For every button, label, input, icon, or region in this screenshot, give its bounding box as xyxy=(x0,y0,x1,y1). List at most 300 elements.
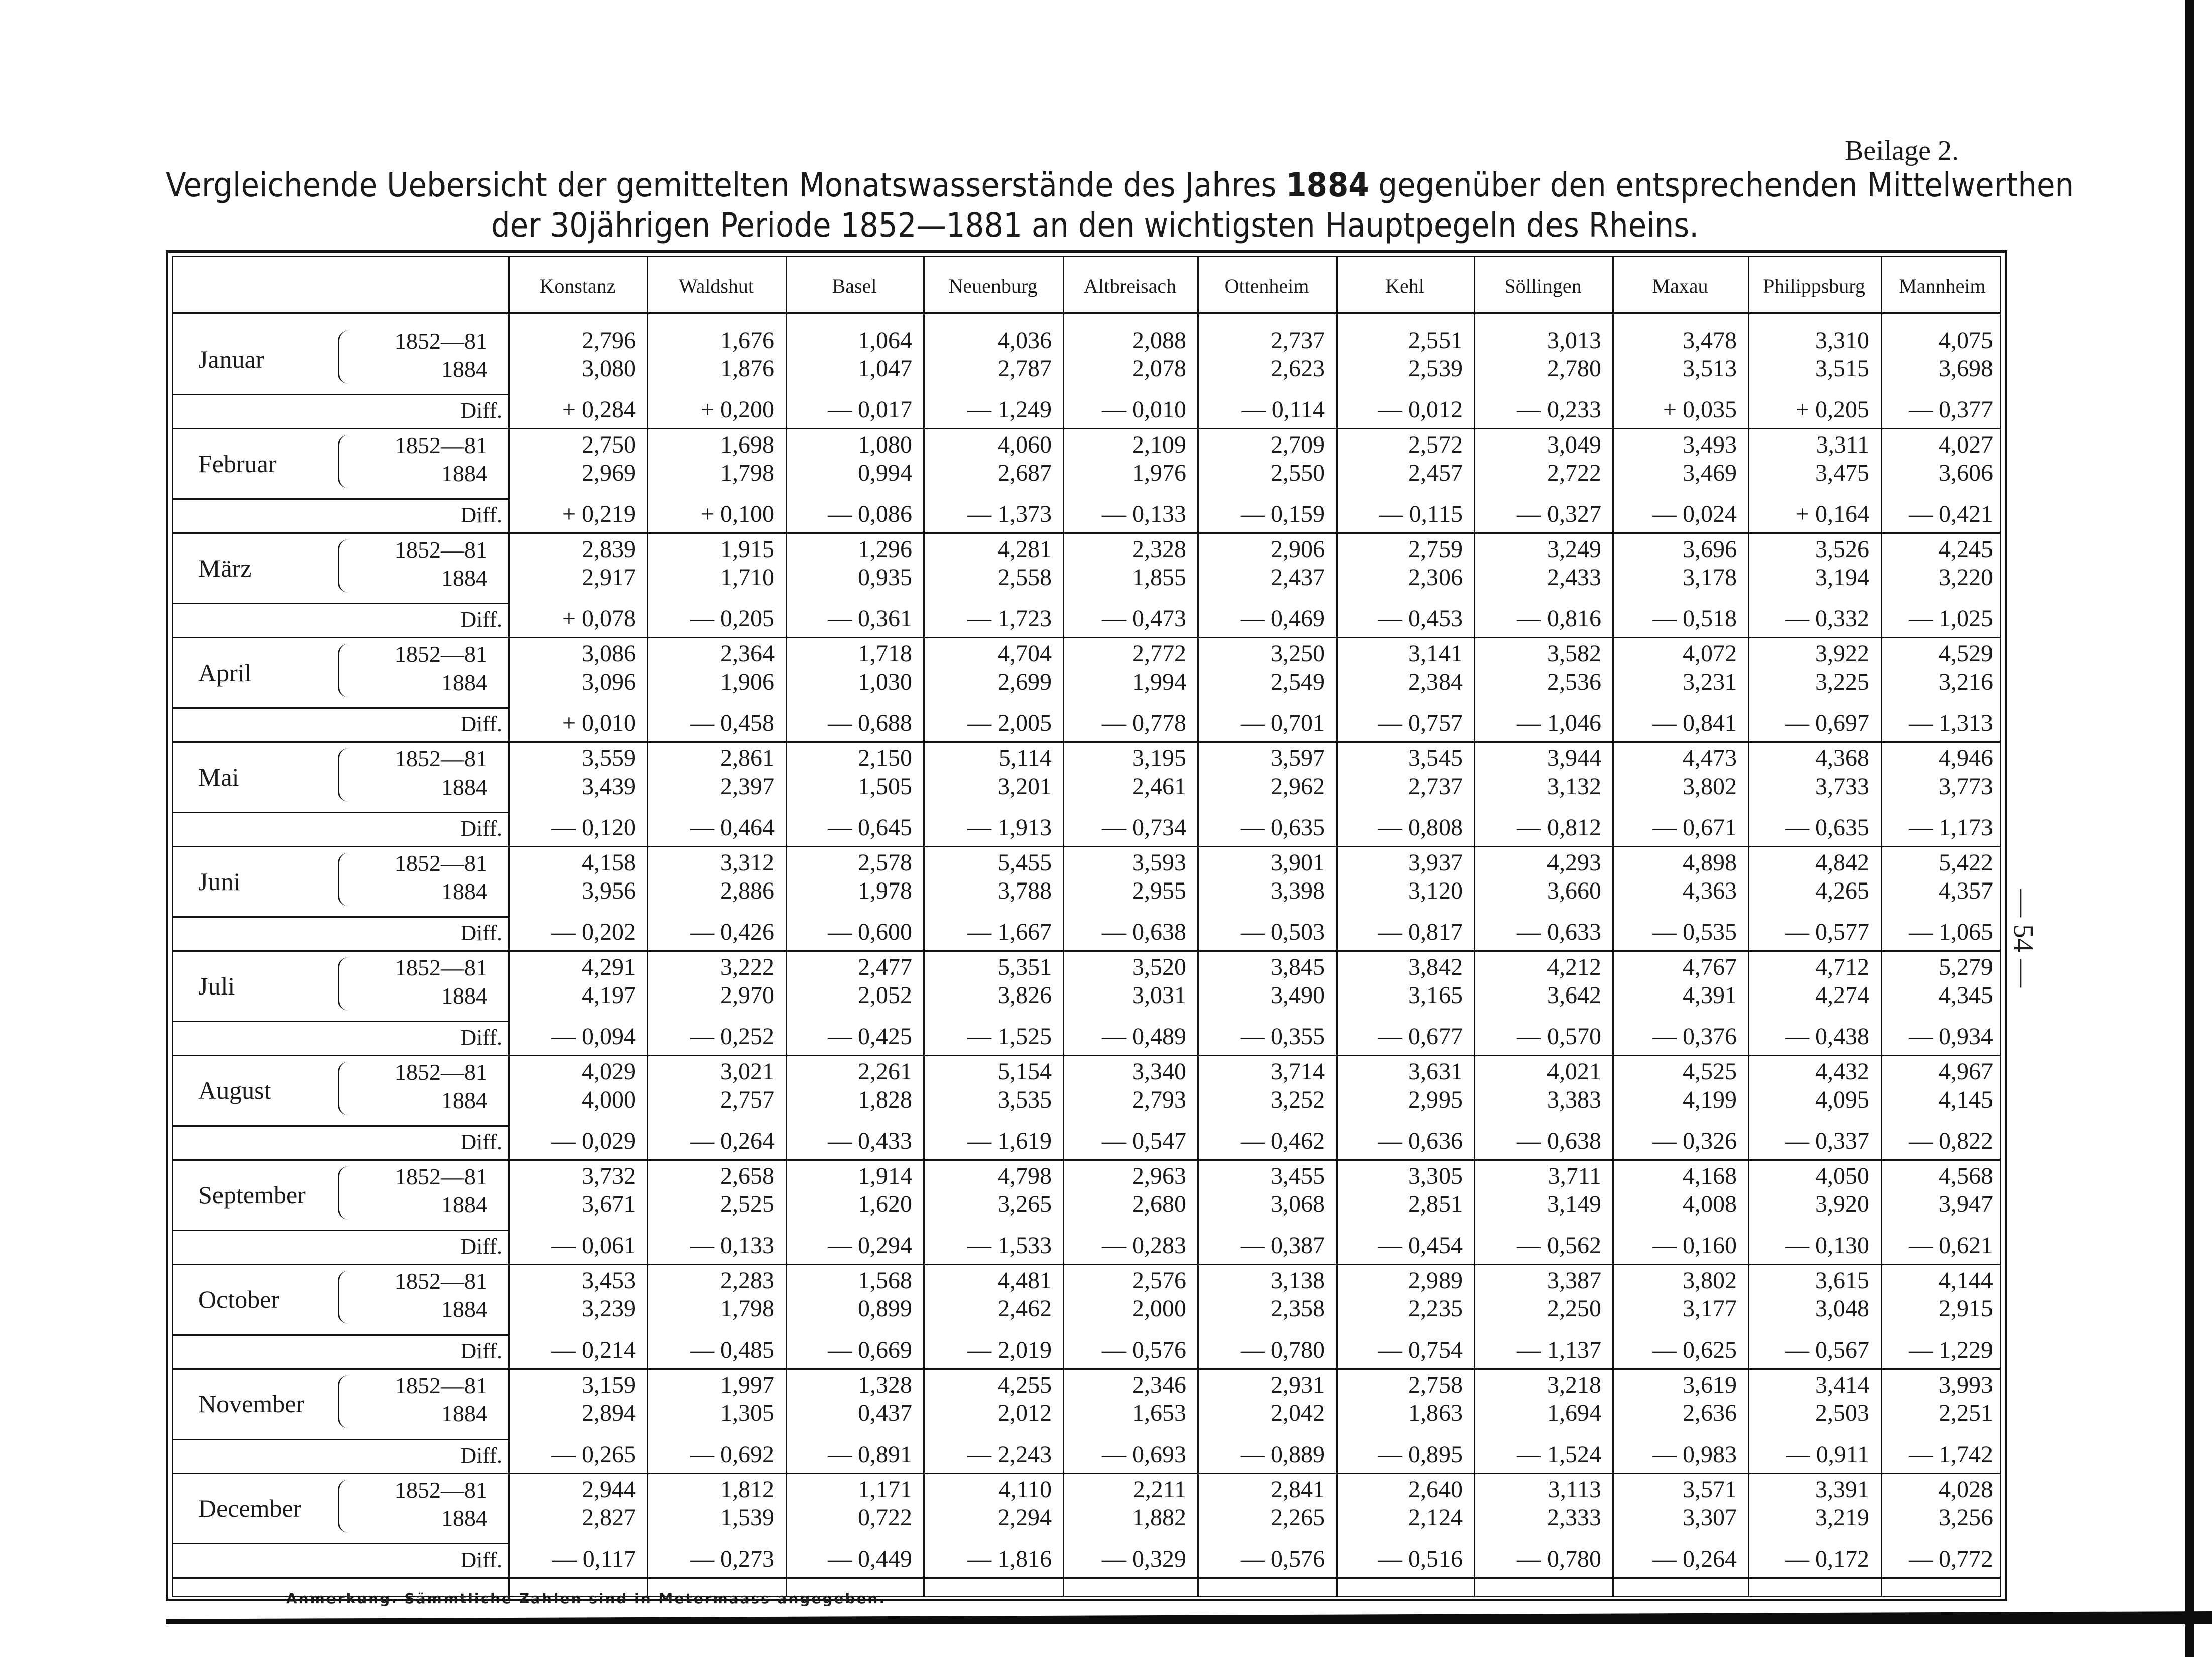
month-label: December xyxy=(198,1494,302,1522)
year-value: 2,757 xyxy=(720,1086,775,1113)
diff-value: — 0,458 xyxy=(690,710,775,736)
diff-value: — 1,525 xyxy=(967,1023,1052,1050)
diff-value: — 0,671 xyxy=(1652,814,1737,841)
year-value: 3,513 xyxy=(1683,355,1737,382)
diff-value: — 0,024 xyxy=(1652,501,1737,527)
block-separator xyxy=(172,1264,2001,1265)
diff-value: — 0,012 xyxy=(1378,396,1463,423)
year-value: 4,199 xyxy=(1683,1086,1737,1113)
column-header-waldshut: Waldshut xyxy=(678,275,754,297)
mean-value: 2,963 xyxy=(1132,1163,1186,1189)
diff-value: — 0,633 xyxy=(1517,919,1601,945)
mean-value: 3,195 xyxy=(1132,745,1186,771)
mean-value: 3,340 xyxy=(1132,1058,1186,1085)
diff-value: — 0,693 xyxy=(1102,1441,1186,1468)
mean-value: 3,937 xyxy=(1408,849,1463,876)
mean-value: 5,279 xyxy=(1939,954,1993,980)
diff-value: — 0,264 xyxy=(1652,1545,1737,1572)
year-value: 3,773 xyxy=(1939,773,1993,800)
month-label: April xyxy=(198,658,252,687)
mean-value: 3,218 xyxy=(1547,1372,1601,1398)
diff-value: — 0,117 xyxy=(552,1545,636,1572)
diff-value: — 0,934 xyxy=(1909,1023,1993,1050)
mean-value: 4,050 xyxy=(1815,1163,1869,1189)
diff-label: Diff. xyxy=(460,1130,502,1154)
year-value: 2,687 xyxy=(998,460,1052,486)
diff-value: — 0,114 xyxy=(1241,396,1325,423)
month-label: October xyxy=(198,1285,280,1313)
diff-value: — 0,780 xyxy=(1241,1337,1325,1363)
mean-value: 3,013 xyxy=(1547,327,1601,354)
diff-value: — 0,160 xyxy=(1652,1232,1737,1259)
mean-value: 3,842 xyxy=(1408,954,1463,980)
year-value: 3,194 xyxy=(1815,564,1869,591)
year-value: 2,461 xyxy=(1132,773,1186,800)
mean-value: 3,597 xyxy=(1271,745,1325,771)
row-separator xyxy=(172,1334,508,1336)
mean-value: 4,212 xyxy=(1547,954,1601,980)
mean-value: 2,572 xyxy=(1408,431,1463,458)
mean-value: 4,473 xyxy=(1683,745,1737,771)
mean-value: 3,802 xyxy=(1683,1267,1737,1294)
diff-value: — 0,010 xyxy=(1102,396,1186,423)
mean-value: 3,493 xyxy=(1683,431,1737,458)
mean-value: 4,291 xyxy=(582,954,636,980)
year-value: 3,165 xyxy=(1408,982,1463,1009)
year-value: 3,642 xyxy=(1547,982,1601,1009)
diff-value: — 2,005 xyxy=(967,710,1052,736)
mean-value: 4,168 xyxy=(1683,1163,1737,1189)
column-header-neuenburg: Neuenburg xyxy=(948,275,1038,297)
diff-value: — 0,283 xyxy=(1102,1232,1186,1259)
diff-value: — 0,911 xyxy=(1786,1441,1869,1468)
mean-value: 4,842 xyxy=(1815,849,1869,876)
diff-value: — 0,891 xyxy=(828,1441,912,1468)
year-value: 2,124 xyxy=(1408,1504,1463,1531)
mean-value: 4,712 xyxy=(1815,954,1869,980)
diff-value: — 0,449 xyxy=(828,1545,912,1572)
year-value: 2,000 xyxy=(1132,1295,1186,1322)
diff-value: — 0,273 xyxy=(690,1545,775,1572)
diff-value: — 0,701 xyxy=(1241,710,1325,736)
diff-value: — 0,692 xyxy=(690,1441,775,1468)
diff-value: — 1,816 xyxy=(967,1545,1052,1572)
mean-value: 1,718 xyxy=(858,640,912,667)
year-value: 0,722 xyxy=(858,1504,912,1531)
diff-value: — 0,645 xyxy=(828,814,912,841)
year-value: 2,737 xyxy=(1408,773,1463,800)
mean-value: 3,711 xyxy=(1547,1163,1601,1189)
title-part2: gegenüber den entsprechenden Mittelwerthen xyxy=(1369,166,2074,204)
year-value: 3,149 xyxy=(1547,1191,1601,1218)
diff-label: Diff. xyxy=(460,1443,502,1468)
diff-value: — 0,454 xyxy=(1378,1232,1463,1259)
year-value: 3,256 xyxy=(1939,1504,1993,1531)
diff-value: + 0,100 xyxy=(700,501,775,527)
row-separator xyxy=(172,1439,508,1440)
block-separator xyxy=(172,741,2001,743)
diff-value: — 1,524 xyxy=(1517,1441,1601,1468)
row-separator xyxy=(172,707,508,709)
year-value: 3,120 xyxy=(1408,877,1463,904)
diff-value: — 0,570 xyxy=(1517,1023,1601,1050)
column-header-maxau: Maxau xyxy=(1652,275,1708,297)
year-value: 2,235 xyxy=(1408,1295,1463,1322)
diff-value: + 0,284 xyxy=(562,396,636,423)
mean-value: 3,993 xyxy=(1939,1372,1993,1398)
diff-value: — 0,133 xyxy=(690,1232,775,1259)
diff-value: — 0,094 xyxy=(551,1023,636,1050)
mean-value: 2,759 xyxy=(1408,536,1463,563)
diff-value: — 0,061 xyxy=(551,1232,636,1259)
diff-value: — 0,332 xyxy=(1785,605,1869,632)
row-separator xyxy=(172,812,508,813)
mean-value: 4,432 xyxy=(1815,1058,1869,1085)
month-label: August xyxy=(198,1076,271,1104)
diff-value: — 0,202 xyxy=(551,919,636,945)
mean-value: 3,138 xyxy=(1271,1267,1325,1294)
year-value: 3,178 xyxy=(1683,564,1737,591)
mean-value: 5,422 xyxy=(1939,849,1993,876)
mean-value: 1,997 xyxy=(720,1372,775,1398)
mean-value: 2,477 xyxy=(858,954,912,980)
mean-value: 5,351 xyxy=(998,954,1052,980)
year-value: 2,915 xyxy=(1939,1295,1993,1322)
year-value: 2,525 xyxy=(720,1191,775,1218)
mean-value: 2,211 xyxy=(1133,1476,1186,1503)
mean-value: 3,901 xyxy=(1271,849,1325,876)
diff-value: — 1,249 xyxy=(967,396,1052,423)
mean-value: 3,714 xyxy=(1271,1058,1325,1085)
diff-label: Diff. xyxy=(460,921,502,945)
column-header-altbreisach: Altbreisach xyxy=(1083,275,1177,297)
block-separator xyxy=(172,950,2001,952)
mean-value: 4,293 xyxy=(1547,849,1601,876)
diff-value: — 0,172 xyxy=(1785,1545,1869,1572)
diff-value: — 0,889 xyxy=(1241,1441,1325,1468)
diff-value: — 0,214 xyxy=(551,1337,636,1363)
mean-value: 3,571 xyxy=(1683,1476,1737,1503)
year-value: 3,398 xyxy=(1271,877,1325,904)
year-value: 1,505 xyxy=(858,773,912,800)
mean-value: 2,839 xyxy=(582,536,636,563)
mean-value: 4,036 xyxy=(998,327,1052,354)
year-value: 2,722 xyxy=(1547,460,1601,486)
year-value: 3,219 xyxy=(1815,1504,1869,1531)
diff-value: — 0,115 xyxy=(1379,501,1463,527)
year-label: 1884 xyxy=(441,983,487,1009)
year-value: 3,515 xyxy=(1815,355,1869,382)
mean-value: 3,086 xyxy=(582,640,636,667)
year-value: 2,894 xyxy=(582,1400,636,1426)
mean-value: 4,368 xyxy=(1815,745,1869,771)
year-value: 2,699 xyxy=(998,669,1052,695)
mean-value: 4,110 xyxy=(998,1476,1052,1503)
mean-value: 3,222 xyxy=(720,954,775,980)
mean-value: 2,906 xyxy=(1271,536,1325,563)
diff-value: — 0,778 xyxy=(1102,710,1186,736)
year-value: 2,265 xyxy=(1271,1504,1325,1531)
diff-value: — 0,621 xyxy=(1909,1232,1993,1259)
mean-value: 4,767 xyxy=(1683,954,1737,980)
diff-value: — 0,841 xyxy=(1652,710,1737,736)
year-value: 3,239 xyxy=(582,1295,636,1322)
mean-value: 3,310 xyxy=(1815,327,1869,354)
mean-value: 3,455 xyxy=(1271,1163,1325,1189)
diff-value: — 0,329 xyxy=(1102,1545,1186,1572)
year-value: 2,052 xyxy=(858,982,912,1009)
column-header-basel: Basel xyxy=(832,275,877,297)
row-separator xyxy=(172,1021,508,1022)
year-value: 4,274 xyxy=(1815,982,1869,1009)
year-value: 1,539 xyxy=(720,1504,775,1531)
mean-value: 3,478 xyxy=(1683,327,1737,354)
year-value: 2,306 xyxy=(1408,564,1463,591)
mean-value: 3,453 xyxy=(582,1267,636,1294)
diff-value: — 2,019 xyxy=(967,1337,1052,1363)
year-value: 3,490 xyxy=(1271,982,1325,1009)
year-value: 3,307 xyxy=(1683,1504,1737,1531)
mean-value: 3,391 xyxy=(1815,1476,1869,1503)
period-label: 1852—81 xyxy=(395,746,487,771)
year-value: 1,855 xyxy=(1132,564,1186,591)
year-value: 3,201 xyxy=(998,773,1052,800)
year-value: 3,606 xyxy=(1939,460,1993,486)
block-separator xyxy=(172,1473,2001,1474)
year-value: 2,433 xyxy=(1547,564,1601,591)
block-separator xyxy=(172,1055,2001,1056)
diff-value: — 0,029 xyxy=(551,1128,636,1154)
mean-value: 2,931 xyxy=(1271,1372,1325,1398)
year-value: 2,294 xyxy=(998,1504,1052,1531)
year-value: 2,623 xyxy=(1271,355,1325,382)
year-value: 1,653 xyxy=(1132,1400,1186,1426)
period-label: 1852—81 xyxy=(395,1059,487,1085)
mean-value: 2,088 xyxy=(1132,327,1186,354)
year-label: 1884 xyxy=(441,878,487,904)
year-value: 2,793 xyxy=(1132,1086,1186,1113)
mean-value: 5,114 xyxy=(998,745,1052,771)
year-value: 2,680 xyxy=(1132,1191,1186,1218)
year-value: 1,978 xyxy=(858,877,912,904)
diff-value: — 0,376 xyxy=(1652,1023,1737,1050)
mean-value: 3,619 xyxy=(1683,1372,1737,1398)
mean-value: 3,631 xyxy=(1408,1058,1463,1085)
mean-value: 3,113 xyxy=(1547,1476,1601,1503)
month-label: September xyxy=(198,1181,306,1209)
diff-label: Diff. xyxy=(460,607,502,632)
year-value: 3,048 xyxy=(1815,1295,1869,1322)
mean-value: 3,520 xyxy=(1132,954,1186,980)
diff-value: + 0,200 xyxy=(700,396,775,423)
month-label: November xyxy=(198,1390,305,1418)
mean-value: 1,328 xyxy=(858,1372,912,1398)
year-value: 4,095 xyxy=(1815,1086,1869,1113)
year-value: 3,535 xyxy=(998,1086,1052,1113)
mean-value: 3,414 xyxy=(1815,1372,1869,1398)
mean-value: 1,171 xyxy=(858,1476,912,1503)
year-value: 2,503 xyxy=(1815,1400,1869,1426)
year-value: 2,780 xyxy=(1547,355,1601,382)
diff-value: — 0,754 xyxy=(1378,1337,1463,1363)
diff-value: — 0,577 xyxy=(1785,919,1869,945)
year-value: 2,549 xyxy=(1271,669,1325,695)
year-value: 4,265 xyxy=(1815,877,1869,904)
block-separator xyxy=(172,637,2001,638)
mean-value: 3,593 xyxy=(1132,849,1186,876)
year-value: 4,345 xyxy=(1939,982,1993,1009)
year-value: 2,250 xyxy=(1547,1295,1601,1322)
diff-value: — 0,205 xyxy=(690,605,775,632)
diff-value: — 0,518 xyxy=(1652,605,1737,632)
year-value: 2,787 xyxy=(998,355,1052,382)
row-separator xyxy=(172,603,508,604)
row-separator xyxy=(172,916,508,918)
year-value: 1,047 xyxy=(858,355,912,382)
mean-value: 2,283 xyxy=(720,1267,775,1294)
diff-value: — 0,816 xyxy=(1517,605,1601,632)
year-value: 3,947 xyxy=(1939,1191,1993,1218)
year-value: 3,177 xyxy=(1683,1295,1737,1322)
mean-value: 2,109 xyxy=(1132,431,1186,458)
mean-value: 3,141 xyxy=(1408,640,1463,667)
diff-value: — 0,326 xyxy=(1652,1128,1737,1154)
diff-value: — 0,812 xyxy=(1517,814,1601,841)
mean-value: 4,028 xyxy=(1939,1476,1993,1503)
year-label: 1884 xyxy=(441,461,487,486)
mean-value: 1,296 xyxy=(858,536,912,563)
diff-value: — 0,516 xyxy=(1378,1545,1463,1572)
diff-value: — 1,313 xyxy=(1909,710,1993,736)
diff-label: Diff. xyxy=(460,503,502,527)
mean-value: 4,529 xyxy=(1939,640,1993,667)
mean-value: 3,559 xyxy=(582,745,636,771)
year-value: 4,000 xyxy=(582,1086,636,1113)
diff-value: — 0,252 xyxy=(690,1023,775,1050)
year-value: 3,956 xyxy=(582,877,636,904)
diff-value: — 0,822 xyxy=(1909,1128,1993,1154)
mean-value: 4,245 xyxy=(1939,536,1993,563)
diff-value: — 0,772 xyxy=(1909,1545,1993,1572)
year-value: 3,068 xyxy=(1271,1191,1325,1218)
period-label: 1852—81 xyxy=(395,955,487,980)
diff-value: — 0,688 xyxy=(828,710,912,736)
year-value: 2,636 xyxy=(1683,1400,1737,1426)
mean-value: 3,922 xyxy=(1815,640,1869,667)
period-label: 1852—81 xyxy=(395,537,487,563)
year-value: 3,031 xyxy=(1132,982,1186,1009)
mean-value: 1,080 xyxy=(858,431,912,458)
diff-value: — 0,462 xyxy=(1241,1128,1325,1154)
year-value: 3,096 xyxy=(582,669,636,695)
diff-value: — 0,264 xyxy=(690,1128,775,1154)
diff-value: — 0,017 xyxy=(828,396,912,423)
diff-value: — 0,233 xyxy=(1517,396,1601,423)
diff-value: — 1,065 xyxy=(1909,919,1993,945)
month-label: Juli xyxy=(198,972,235,1000)
year-value: 2,457 xyxy=(1408,460,1463,486)
mean-value: 1,568 xyxy=(858,1267,912,1294)
diff-value: — 0,327 xyxy=(1517,501,1601,527)
year-label: 1884 xyxy=(441,1192,487,1218)
year-value: 3,660 xyxy=(1547,877,1601,904)
mean-value: 3,387 xyxy=(1547,1267,1601,1294)
year-value: 0,899 xyxy=(858,1295,912,1322)
diff-value: — 0,547 xyxy=(1102,1128,1186,1154)
mean-value: 2,861 xyxy=(720,745,775,771)
year-value: 3,265 xyxy=(998,1191,1052,1218)
diff-label: Diff. xyxy=(460,1234,502,1259)
period-label: 1852—81 xyxy=(395,1268,487,1294)
column-header-kehl: Kehl xyxy=(1385,275,1424,297)
year-value: 1,694 xyxy=(1547,1400,1601,1426)
year-value: 3,469 xyxy=(1683,460,1737,486)
diff-value: — 1,229 xyxy=(1909,1337,1993,1363)
block-separator xyxy=(172,428,2001,429)
row-separator xyxy=(172,394,508,395)
year-value: 1,828 xyxy=(858,1086,912,1113)
column-header-konstanz: Konstanz xyxy=(539,275,616,297)
year-value: 1,798 xyxy=(720,460,775,486)
mean-value: 2,737 xyxy=(1271,327,1325,354)
diff-value: — 0,453 xyxy=(1378,605,1463,632)
year-value: 3,733 xyxy=(1815,773,1869,800)
year-value: 2,886 xyxy=(720,877,775,904)
mean-value: 4,481 xyxy=(998,1267,1052,1294)
year-value: 0,994 xyxy=(858,460,912,486)
diff-value: + 0,035 xyxy=(1663,396,1737,423)
diff-value: — 0,817 xyxy=(1378,919,1463,945)
month-label: Januar xyxy=(198,345,264,373)
year-value: 3,080 xyxy=(582,355,636,382)
year-value: 2,333 xyxy=(1547,1504,1601,1531)
scan-edge-right xyxy=(2185,0,2194,1657)
mean-value: 4,946 xyxy=(1939,745,1993,771)
diff-value: — 0,635 xyxy=(1785,814,1869,841)
diff-value: — 1,619 xyxy=(967,1128,1052,1154)
diff-value: — 0,669 xyxy=(828,1337,912,1363)
year-value: 4,145 xyxy=(1939,1086,1993,1113)
mean-value: 2,841 xyxy=(1271,1476,1325,1503)
diff-label: Diff. xyxy=(460,712,502,736)
year-label: 1884 xyxy=(441,1401,487,1426)
mean-value: 1,064 xyxy=(858,327,912,354)
diff-value: — 0,294 xyxy=(828,1232,912,1259)
mean-value: 4,704 xyxy=(998,640,1052,667)
mean-value: 1,676 xyxy=(720,327,775,354)
year-value: 2,384 xyxy=(1408,669,1463,695)
year-value: 0,437 xyxy=(858,1400,912,1426)
diff-value: — 0,120 xyxy=(551,814,636,841)
diff-value: — 0,130 xyxy=(1785,1232,1869,1259)
year-value: 1,906 xyxy=(720,669,775,695)
mean-value: 2,328 xyxy=(1132,536,1186,563)
mean-value: 2,346 xyxy=(1132,1372,1186,1398)
mean-value: 4,798 xyxy=(998,1163,1052,1189)
mean-value: 2,640 xyxy=(1408,1476,1463,1503)
year-value: 1,798 xyxy=(720,1295,775,1322)
mean-value: 2,658 xyxy=(720,1163,775,1189)
mean-value: 3,696 xyxy=(1683,536,1737,563)
year-value: 2,969 xyxy=(582,460,636,486)
row-separator xyxy=(172,1230,508,1231)
mean-value: 2,261 xyxy=(858,1058,912,1085)
diff-value: — 0,535 xyxy=(1652,919,1737,945)
mean-value: 5,154 xyxy=(998,1058,1052,1085)
period-label: 1852—81 xyxy=(395,328,487,354)
year-value: 1,030 xyxy=(858,669,912,695)
mean-value: 1,698 xyxy=(720,431,775,458)
